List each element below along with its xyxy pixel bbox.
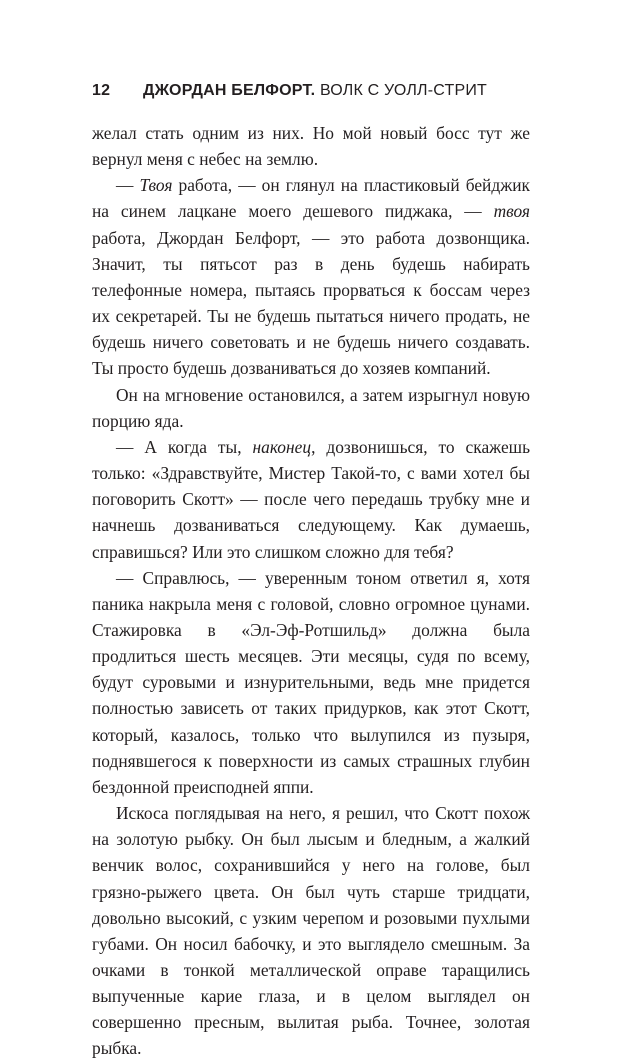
text-run: Искоса поглядывая на него, я решил, что Скотт похож на золотую рыбку. Он был лысым и бледным, а жалкий венчик волос, сохранившийся у него на голове, был грязно-рыжего цвета. Он был чуть старше тридцати, довольно высокий, с узким черепом и розовыми пухлыми губами. Он носил бабочку, и это выглядело смешным. За очками в тонкой металлической оправе таращились выпученные карие глаза, и в целом выглядел он совершенно пресным, вылитая рыба. Точнее, золотая рыбка. <box>92 803 530 1059</box>
text-run: желал стать одним из них. Но мой новый босс тут же вернул меня с небес на землю. <box>92 123 530 170</box>
paragraph <box>92 800 530 1062</box>
text-run: , дозвонишься, то скажешь только: «Здравствуйте, Мистер Такой-то, с вами хотел бы поговорить Скотт» — после чего передашь трубку мне и начнешь дозваниваться следующему. Как думаешь, справишься? Или это слишком сложно для тебя? <box>92 436 530 562</box>
paragraph <box>92 120 530 172</box>
paragraph <box>92 434 530 565</box>
paragraph <box>92 565 530 800</box>
page-number: 12 <box>92 82 111 99</box>
paragraph <box>92 172 530 381</box>
paragraph <box>92 382 530 434</box>
text-run: — <box>116 175 140 196</box>
header-author: ДЖОРДАН БЕЛФОРТ. <box>143 82 316 99</box>
italic-run: наконец <box>252 436 312 457</box>
running-header <box>92 82 487 100</box>
text-run: — Справлюсь, — уверенным тоном ответил я, хотя паника накрыла меня с головой, словно огромное цунами. Стажировка в «Эл-Эф-Ротшильд» должна была продлиться шесть месяцев. Эти месяцы, судя по всему, будут суровыми и изнурительными, ведь мне придется полностью зависеть от таких придурков, как этот Скотт, который, казалось, только что вылупился из пузыря, поднявшегося к поверхности из самых страшных глубин бездонной преисподней яппи. <box>92 567 530 797</box>
text-run: работа, Джордан Белфорт, — это работа дозвонщика. Значит, ты пятьсот раз в день будешь набирать телефонные номера, пытаясь прорваться к боссам через их секретарей. Ты не будешь пытаться ничего продать, не будешь ничего советовать и не будешь ничего создавать. Ты просто будешь дозваниваться до хозяев компаний. <box>92 227 530 379</box>
italic-run: твоя <box>493 201 530 222</box>
text-run: работа, — он глянул на пластиковый бейджик на синем лацкане моего дешевого пиджака, — <box>92 175 530 222</box>
header-book-title: ВОЛК С УОЛЛ-СТРИТ <box>319 82 487 99</box>
text-run: — А когда ты, <box>116 436 253 457</box>
italic-run: Твоя <box>139 175 173 196</box>
body-text <box>92 120 530 1062</box>
text-run: Он на мгновение остановился, а затем изрыгнул новую порцию яда. <box>92 384 530 431</box>
